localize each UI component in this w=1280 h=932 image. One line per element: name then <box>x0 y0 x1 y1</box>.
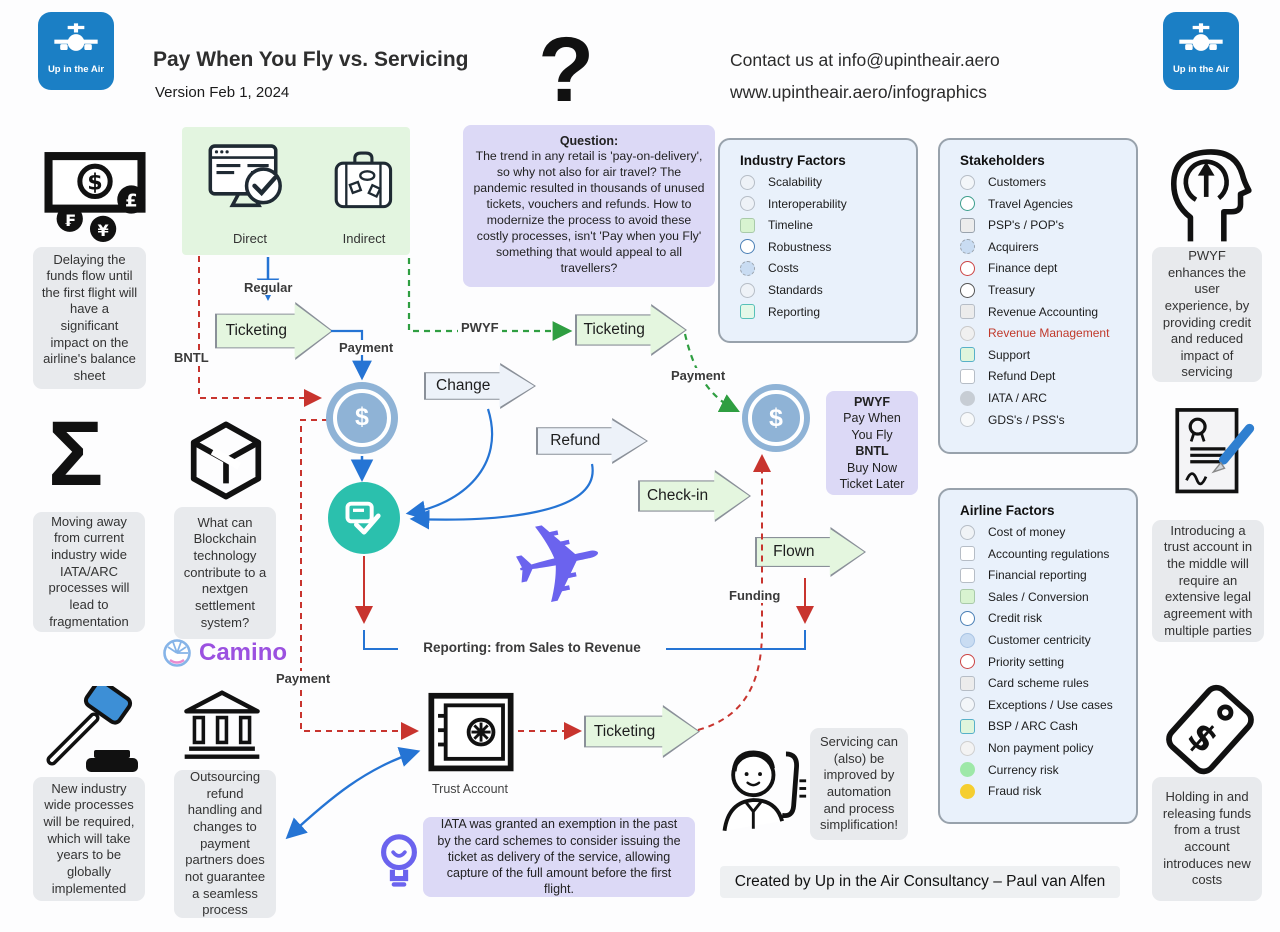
camino-label: Camino <box>199 639 288 666</box>
payment-dollar-circle-2 <box>742 384 810 452</box>
square-swatch <box>960 347 975 362</box>
circle-swatch <box>740 261 755 276</box>
chat-check-icon <box>342 496 386 540</box>
legend-item <box>960 568 1136 583</box>
legend-label: GDS's / PSS's <box>988 412 1065 427</box>
ticketing-arrow-2 <box>575 304 687 356</box>
industry-factors-box <box>718 138 918 343</box>
square-swatch <box>960 568 975 583</box>
legend-item <box>740 239 916 254</box>
pwyf-box-line: Buy Now <box>846 460 898 475</box>
money-currencies-icon <box>38 148 150 244</box>
legend-item <box>960 525 1136 540</box>
legend-item <box>960 589 1136 604</box>
change-arrow <box>424 363 536 409</box>
note-outsourcing: Outsourcing refund handling and changes to payment partners does not guarantee a seamless process <box>174 770 276 918</box>
pwyf-box-line: You Fly <box>851 427 893 442</box>
legend-label: Revenue Accounting <box>988 304 1099 319</box>
legend-label: Credit risk <box>988 611 1043 626</box>
page-title: Pay When You Fly vs. Servicing <box>153 48 469 71</box>
outsourcing-trust-connector <box>289 752 416 836</box>
note-blockchain: What can Blockchain technology contribute to a nextgen settlement system? <box>174 507 276 639</box>
legend-item <box>960 676 1136 691</box>
pwyf-box-line: BNTL <box>855 444 889 458</box>
stakeholders-title: Stakeholders <box>960 153 1045 168</box>
question-title: Question: <box>559 134 619 148</box>
contact-url[interactable]: www.upintheair.aero/infographics <box>730 82 987 102</box>
pwyf-box-line: Ticket Later <box>839 477 905 491</box>
price-tag-icon <box>1162 680 1258 780</box>
ticketing-arrow-label: Ticketing <box>583 321 645 338</box>
legend-item <box>740 283 916 298</box>
svg-text:$: $ <box>87 169 103 196</box>
refund-arrow-label: Refund <box>550 432 601 449</box>
square-swatch <box>960 676 975 691</box>
legend-item <box>960 391 1136 406</box>
logo-text: Up in the Air <box>47 64 105 75</box>
direct-label: Direct <box>233 231 267 246</box>
support-agent-icon <box>713 742 809 834</box>
legend-label: Interoperability <box>768 196 847 211</box>
legend-label: IATA / ARC <box>988 391 1047 406</box>
circle-swatch <box>960 633 975 648</box>
legend-item <box>960 369 1136 384</box>
flown-arrow <box>755 527 866 577</box>
legend-label: Reporting <box>768 304 821 319</box>
plane-logo-icon <box>48 20 104 60</box>
circle-swatch <box>960 741 975 756</box>
square-swatch <box>960 546 975 561</box>
pwyf-bntl-box <box>826 391 918 495</box>
square-swatch <box>960 218 975 233</box>
square-swatch <box>740 304 755 319</box>
svg-text:$: $ <box>1179 712 1227 762</box>
ticketing-arrow-1 <box>215 302 333 360</box>
legend-label: Exceptions / Use cases <box>988 697 1113 712</box>
lightbulb-icon <box>377 830 421 892</box>
plane-logo-icon <box>1173 20 1229 60</box>
legend-item <box>740 196 916 211</box>
legend-label: Treasury <box>988 283 1035 298</box>
circle-swatch <box>960 175 975 190</box>
legend-item <box>740 261 916 276</box>
circle-swatch <box>960 525 975 540</box>
legend-item <box>960 762 1136 777</box>
circle-swatch <box>740 283 755 298</box>
legend-label: Customer centricity <box>988 633 1091 648</box>
legend-item <box>960 654 1136 669</box>
legend-item <box>960 633 1136 648</box>
reporting-label: Reporting: from Sales to Revenue <box>398 640 666 655</box>
trust-account-label: Trust Account <box>432 782 508 796</box>
legend-label: Travel Agencies <box>988 196 1073 211</box>
indirect-label: Indirect <box>342 231 386 246</box>
svg-text:¥: ¥ <box>97 220 109 240</box>
airline-factors-list <box>960 525 1136 799</box>
ticketing-arrow-label: Ticketing <box>225 322 288 339</box>
square-swatch <box>960 719 975 734</box>
legend-label: Finance dept <box>988 261 1058 276</box>
legend-label: Currency risk <box>988 762 1059 777</box>
legend-item <box>960 697 1136 712</box>
change-connector <box>410 409 492 513</box>
suitcase-icon <box>330 144 396 218</box>
legend-label: Revenue Management <box>988 326 1110 341</box>
legend-label: Sales / Conversion <box>988 589 1089 604</box>
airline-factors-box <box>938 488 1138 824</box>
legend-label: Customers <box>988 175 1047 190</box>
note-fragmentation: Moving away from current industry wide IATA/ARC processes will lead to fragmentation <box>33 512 145 632</box>
circle-swatch <box>960 283 975 298</box>
credit-bar: Created by Up in the Air Consultancy – Paul van Alfen <box>720 866 1120 898</box>
note-pwyf-ux: PWYF enhances the user experience, by providing credit and reduced impact of servicing <box>1152 247 1262 382</box>
circle-swatch <box>960 611 975 626</box>
circle-swatch <box>960 697 975 712</box>
payment-label-3: Payment <box>273 671 333 686</box>
bank-icon <box>182 686 262 766</box>
circle-swatch <box>960 654 975 669</box>
square-swatch <box>960 304 975 319</box>
contact-email[interactable]: Contact us at info@upintheair.aero <box>730 50 1000 70</box>
legend-label: Standards <box>768 283 823 298</box>
legend-item <box>960 741 1136 756</box>
legend-item <box>960 326 1136 341</box>
circle-swatch <box>960 261 975 276</box>
circle-swatch <box>960 412 975 427</box>
circle-swatch <box>960 239 975 254</box>
legend-label: Priority setting <box>988 654 1065 669</box>
question-mark-icon: ? <box>538 19 595 121</box>
note-trust-legal: Introducing a trust account in the middle will require an extensive legal agreement with multiple parties <box>1152 520 1264 642</box>
pwyf-label: PWYF <box>458 320 502 335</box>
gavel-icon <box>36 686 146 778</box>
svg-text:₣: ₣ <box>64 210 76 230</box>
industry-factors-list <box>740 175 916 320</box>
monitor-check-icon <box>204 139 290 223</box>
circle-swatch <box>960 326 975 341</box>
square-swatch <box>960 589 975 604</box>
refund-arrow <box>536 418 648 464</box>
ticketing-arrow-label: Ticketing <box>593 722 656 740</box>
pwyf-box-line: PWYF <box>853 394 891 409</box>
legend-label: Financial reporting <box>988 568 1087 583</box>
svg-text:£: £ <box>125 190 138 212</box>
dollar-icon: $ <box>748 390 804 446</box>
legend-label: Costs <box>768 261 799 276</box>
contract-icon <box>1168 402 1256 504</box>
head-growth-icon <box>1162 145 1256 247</box>
industry-factors-title: Industry Factors <box>740 153 846 168</box>
regular-label: Regular <box>241 280 295 295</box>
legend-item <box>960 304 1136 319</box>
payment-label-1: Payment <box>336 340 396 355</box>
bntl-label: BNTL <box>171 350 212 365</box>
legend-label: Non payment policy <box>988 741 1094 756</box>
flown-arrow-label: Flown <box>773 543 815 560</box>
sales-channels-box <box>182 127 410 255</box>
legend-item <box>740 304 916 319</box>
legend-item <box>960 261 1136 276</box>
square-swatch <box>740 218 755 233</box>
note-delaying-funds: Delaying the funds flow until the first flight will have a significant impact on the airline's balance sheet <box>33 247 146 389</box>
camino-logo <box>162 638 287 668</box>
legend-item <box>740 175 916 190</box>
question-box <box>463 125 715 287</box>
dollar-icon: $ <box>333 389 391 447</box>
legend-item <box>960 784 1136 799</box>
legend-label: PSP's / POP's <box>988 218 1064 233</box>
circle-swatch <box>960 784 975 799</box>
legend-label: Acquirers <box>988 239 1039 254</box>
legend-item <box>960 283 1136 298</box>
square-swatch <box>960 369 975 384</box>
legend-item <box>960 196 1136 211</box>
legend-label: Cost of money <box>988 525 1066 540</box>
legend-item <box>740 218 916 233</box>
legend-label: BSP / ARC Cash <box>988 719 1078 734</box>
note-holding-costs: Holding in and releasing funds from a trust account introduces new costs <box>1152 777 1262 901</box>
checkin-arrow-label: Check-in <box>646 487 709 504</box>
legend-label: Card scheme rules <box>988 676 1089 691</box>
change-arrow-label: Change <box>436 377 491 394</box>
circle-swatch <box>740 175 755 190</box>
payment-dollar-circle-1 <box>326 382 398 454</box>
legend-item <box>960 412 1136 427</box>
circle-swatch <box>740 196 755 211</box>
sigma-icon: Σ <box>48 403 104 505</box>
legend-label: Robustness <box>768 239 832 254</box>
servicing-circle <box>328 482 400 554</box>
safe-icon <box>425 691 517 777</box>
airline-factors-title: Airline Factors <box>960 503 1055 518</box>
legend-item <box>960 218 1136 233</box>
payment-label-2: Payment <box>668 368 728 383</box>
circle-swatch <box>960 196 975 211</box>
legend-item <box>960 546 1136 561</box>
circle-swatch <box>960 762 975 777</box>
logo-text: Up in the Air <box>1172 64 1230 75</box>
camino-icon <box>162 638 192 668</box>
funding-label: Funding <box>726 588 783 603</box>
legend-item <box>960 611 1136 626</box>
legend-item <box>960 719 1136 734</box>
plane-icon: ✈ <box>499 492 618 635</box>
legend-label: Scalability <box>768 175 823 190</box>
note-new-processes: New industry wide processes will be required, which will take years to be globally implemented <box>33 777 145 901</box>
legend-item <box>960 347 1136 362</box>
legend-item <box>960 239 1136 254</box>
legend-label: Refund Dept <box>988 369 1056 384</box>
circle-swatch <box>740 239 755 254</box>
legend-label: Support <box>988 347 1031 362</box>
iata-exemption-box: IATA was granted an exemption in the past by the card schemes to consider issuing the ticket as delivery of the service, allowing capture of the full amount before the first flight. <box>423 817 695 897</box>
question-body: The trend in any retail is 'pay-on-delivery', so why not also for air travel? The pandemic resulted in thousands of unused tickets, vouchers and refunds. How to modernize the process to avoid these costly processes, isn't 'Pay when you Fly' something that would appeal to all travellers? <box>473 149 705 276</box>
note-servicing: Servicing can (also) be improved by automation and process simplification! <box>810 728 908 840</box>
ticketing-arrow-3 <box>584 705 700 758</box>
circle-swatch <box>960 391 975 406</box>
legend-label: Accounting regulations <box>988 546 1110 561</box>
stakeholders-list <box>960 175 1136 428</box>
legend-label: Fraud risk <box>988 784 1042 799</box>
blockchain-cube-icon <box>188 420 264 502</box>
checkin-arrow <box>638 470 751 522</box>
legend-item <box>960 175 1136 190</box>
header-logo-left <box>38 12 114 90</box>
pwyf-box-line: Pay When <box>843 411 901 425</box>
header-logo-right <box>1163 12 1239 90</box>
version-label: Version Feb 1, 2024 <box>155 84 290 101</box>
legend-label: Timeline <box>768 218 813 233</box>
stakeholders-box <box>938 138 1138 454</box>
